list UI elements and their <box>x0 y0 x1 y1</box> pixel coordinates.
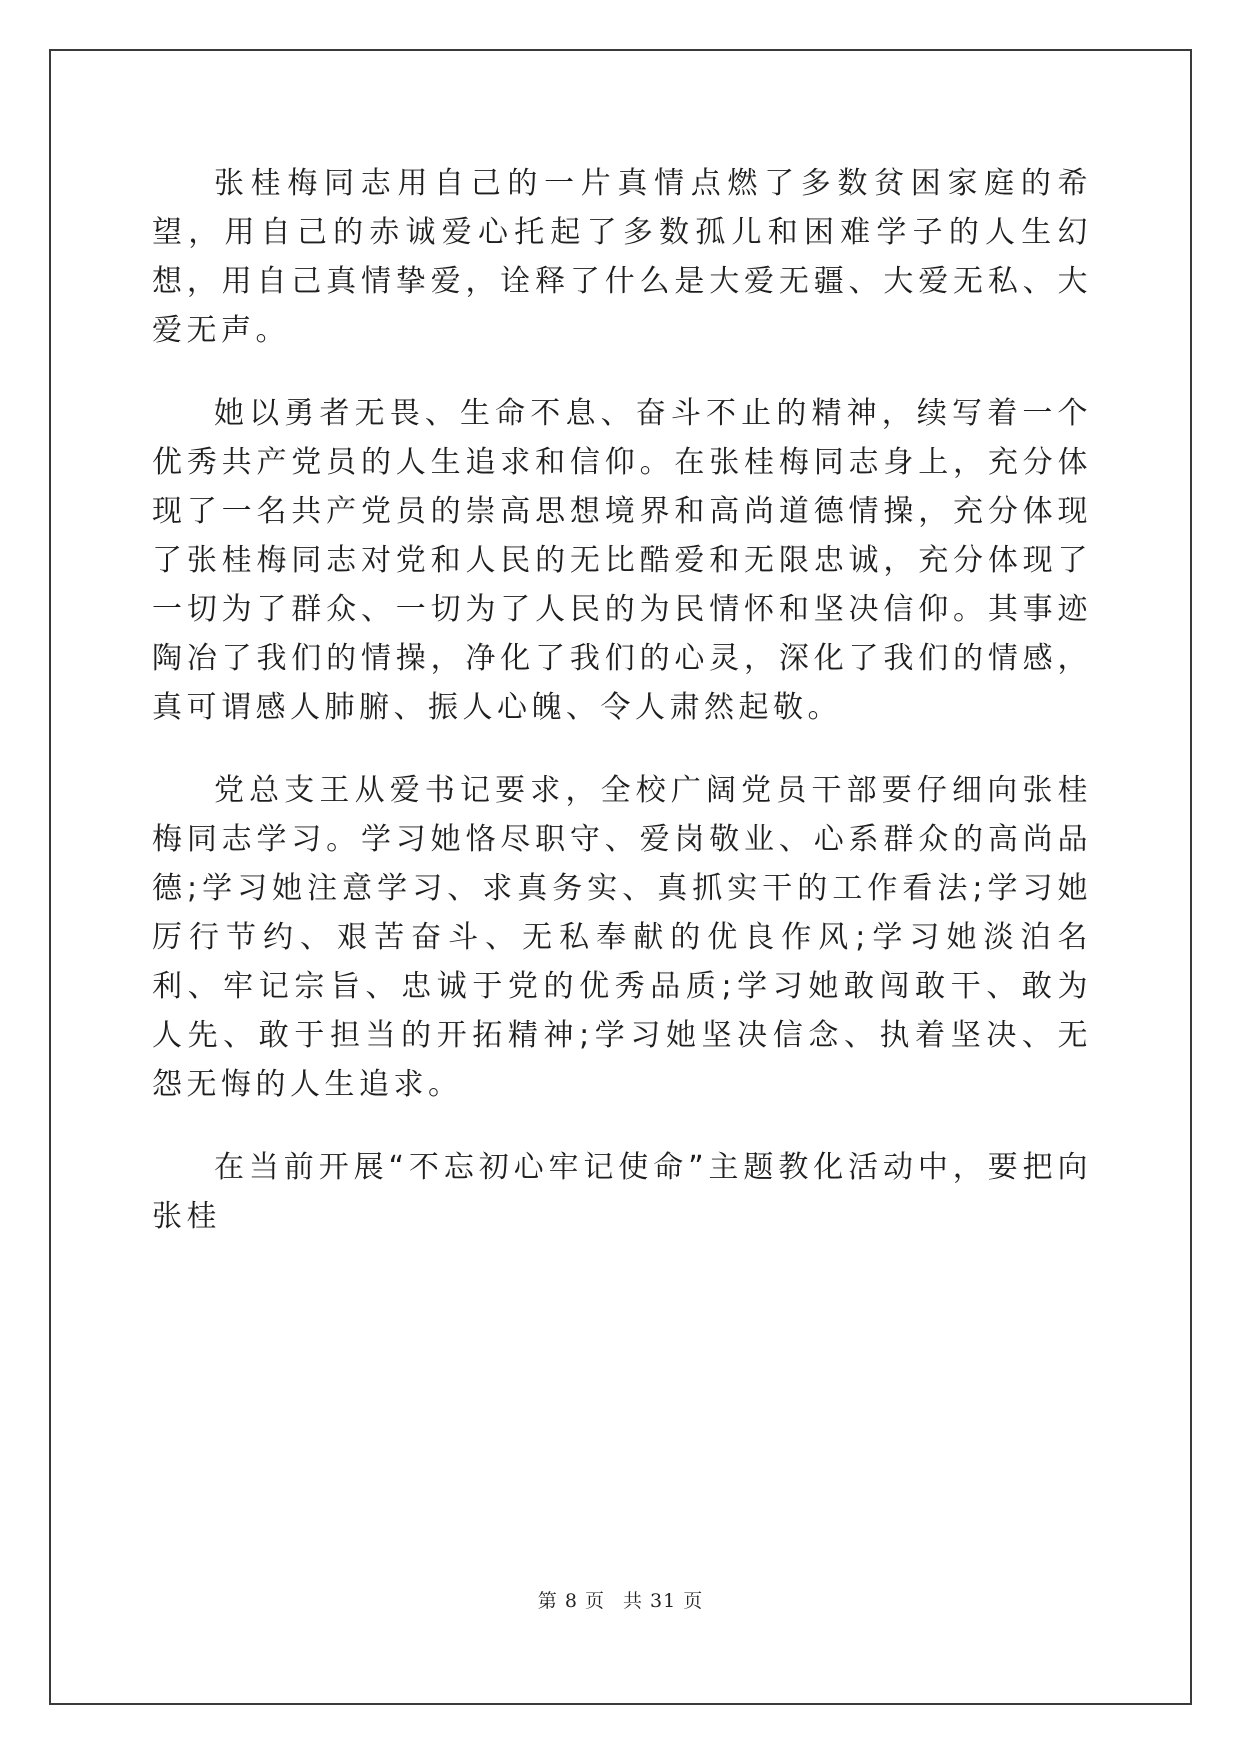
page-footer <box>0 1586 1241 1613</box>
paragraph-4: 在当前开展“不忘初心牢记使命”主题教化活动中，要把向张桂 <box>152 1150 1092 1234</box>
paragraph-1: 张桂梅同志用自己的一片真情点燃了多数贫困家庭的希望，用自己的赤诚爱心托起了多数孤儿和困难学子的人生幻想，用自己真情挚爱，诠释了什么是大爱无疆、大爱无私、大爱无声。 <box>152 166 1092 348</box>
page-total: 共 31 页 <box>622 1590 704 1612</box>
document-body <box>152 159 1092 1275</box>
page-number: 第 8 页 <box>537 1590 605 1612</box>
paragraph-3: 党总支王从爱书记要求，全校广阔党员干部要仔细向张桂梅同志学习。学习她恪尽职守、爱岗敬业、心系群众的高尚品德;学习她注意学习、求真务实、真抓实干的工作看法;学习她厉行节约、艰苦奋斗、无私奉献的优良作风;学习她淡泊名利、牢记宗旨、忠诚于党的优秀品质;学习她敢闯敢干、敢为人先、敢于担当的开拓精神;学习她坚决信念、执着坚决、无怨无悔的人生追求。 <box>152 773 1092 1102</box>
paragraph-2: 她以勇者无畏、生命不息、奋斗不止的精神，续写着一个优秀共产党员的人生追求和信仰。在张桂梅同志身上，充分体现了一名共产党员的崇高思想境界和高尚道德情操，充分体现了张桂梅同志对党和人民的无比酷爱和无限忠诚，充分体现了一切为了群众、一切为了人民的为民情怀和坚决信仰。其事迹陶冶了我们的情操，净化了我们的心灵，深化了我们的情感，真可谓感人肺腑、振人心魄、令人肃然起敬。 <box>152 396 1092 725</box>
